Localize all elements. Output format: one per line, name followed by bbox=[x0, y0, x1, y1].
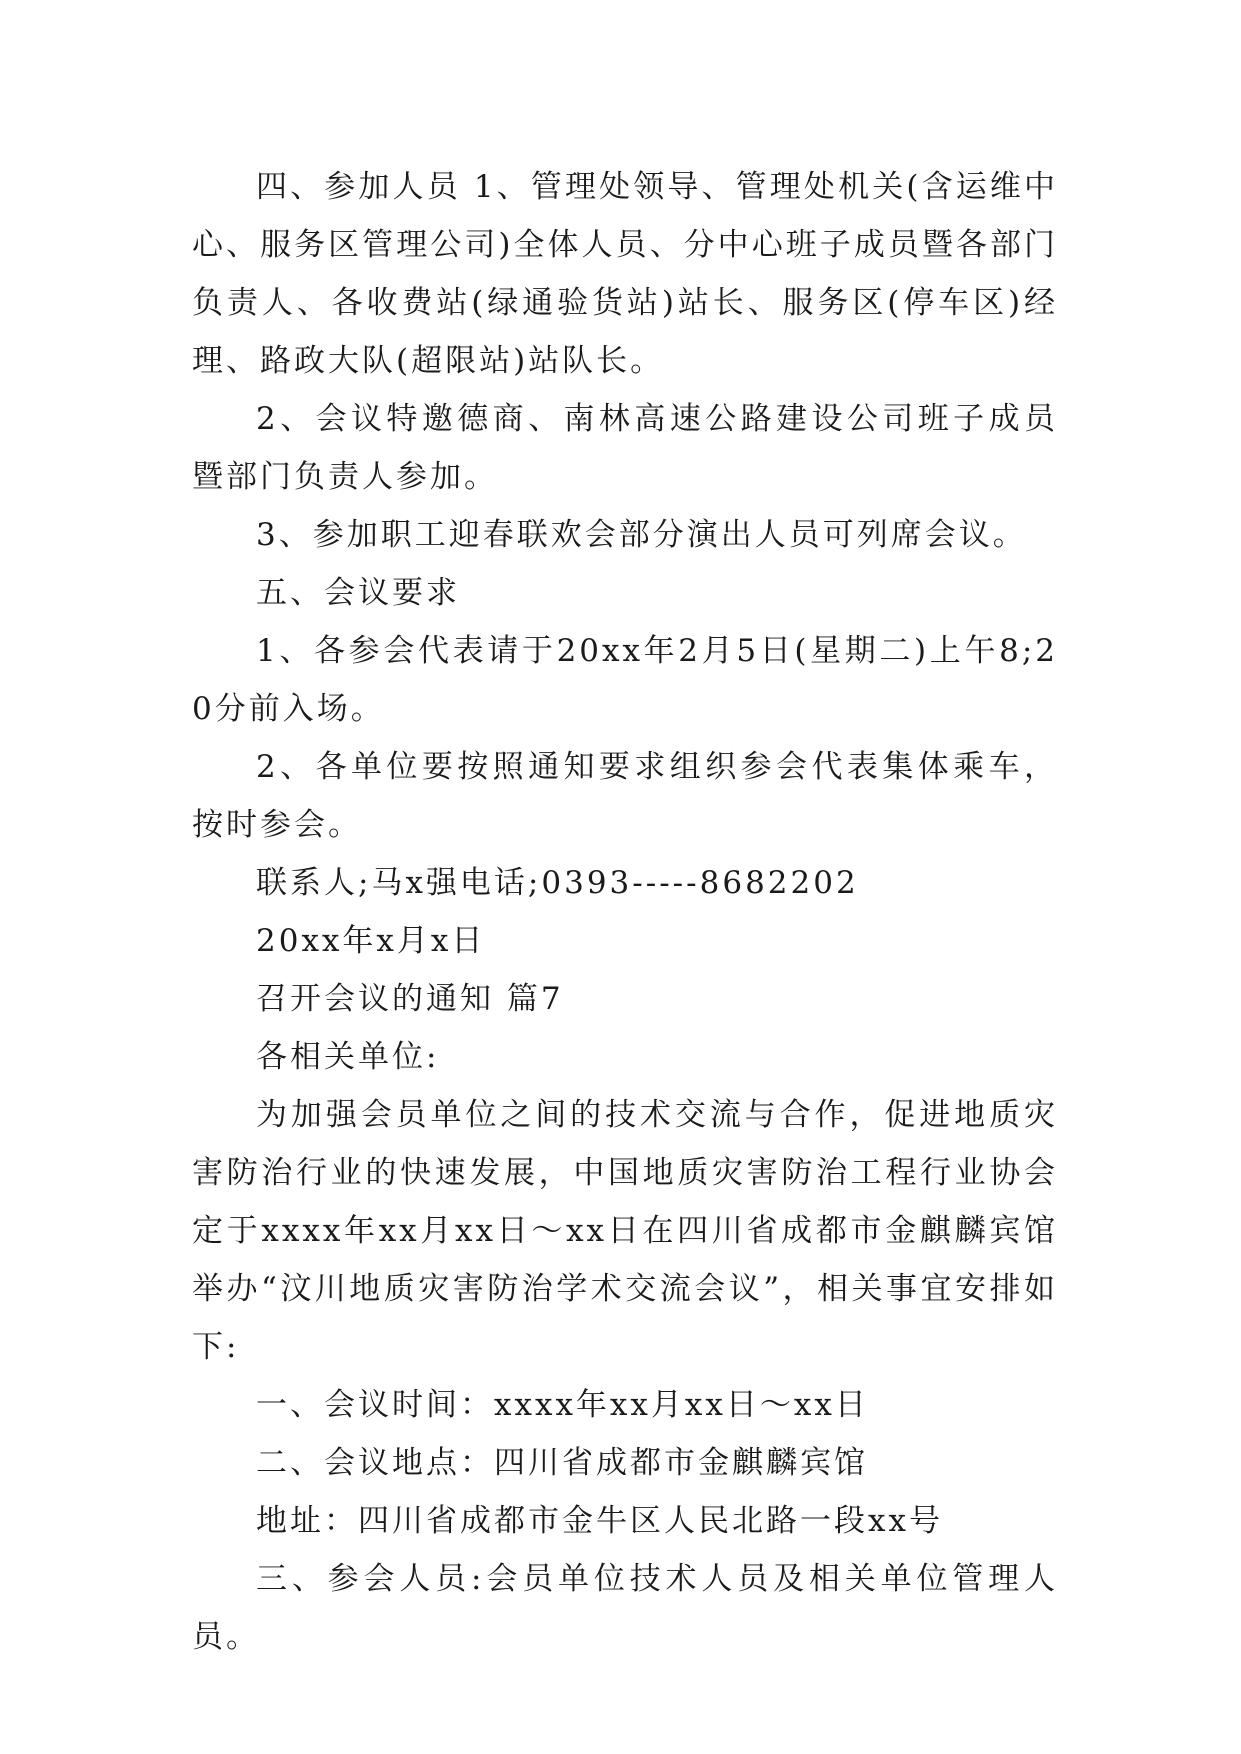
heading-notice-7: 召开会议的通知 篇7 bbox=[256, 981, 564, 1017]
paragraph-participants: 三、参会人员:会员单位技术人员及相关单位管理人员。 bbox=[192, 1561, 1058, 1655]
paragraph-salutation: 各相关单位: bbox=[256, 1039, 440, 1075]
paragraph-attendees: 四、参加人员 1、管理处领导、管理处机关(含运维中心、服务区管理公司)全体人员、分中心班子成员暨各部门负责人、各收费站(绿通验货站)站长、服务区(停车区)经理、路政大队(超限站)站队长。 bbox=[192, 169, 1058, 379]
paragraph-contact: 联系人;马x强电话;0393-----8682202 bbox=[256, 865, 859, 901]
paragraph-address: 地址：四川省成都市金牛区人民北路一段xx号 bbox=[256, 1503, 943, 1539]
heading-meeting-requirements: 五、会议要求 bbox=[256, 575, 460, 611]
document-body bbox=[192, 158, 1058, 1666]
paragraph-meeting-time: 一、会议时间：xxxx年xx月xx日～xx日 bbox=[256, 1387, 869, 1423]
paragraph-transport: 2、各单位要按照通知要求组织参会代表集体乘车，按时参会。 bbox=[192, 749, 1058, 843]
paragraph-date: 20xx年x月x日 bbox=[256, 923, 486, 959]
paragraph-introduction: 为加强会员单位之间的技术交流与合作，促进地质灾害防治行业的快速发展，中国地质灾害防治工程行业协会定于xxxx年xx月xx日～xx日在四川省成都市金麒麟宾馆举办“汶川地质灾害防治学术交流会议”，相关事宜安排如下: bbox=[192, 1097, 1058, 1365]
paragraph-arrival-time: 1、各参会代表请于20xx年2月5日(星期二)上午8;20分前入场。 bbox=[192, 633, 1058, 727]
paragraph-performers: 3、参加职工迎春联欢会部分演出人员可列席会议。 bbox=[256, 517, 1027, 553]
paragraph-invited-guests: 2、会议特邀德商、南林高速公路建设公司班子成员暨部门负责人参加。 bbox=[192, 401, 1058, 495]
paragraph-meeting-venue: 二、会议地点：四川省成都市金麒麟宾馆 bbox=[256, 1445, 868, 1481]
